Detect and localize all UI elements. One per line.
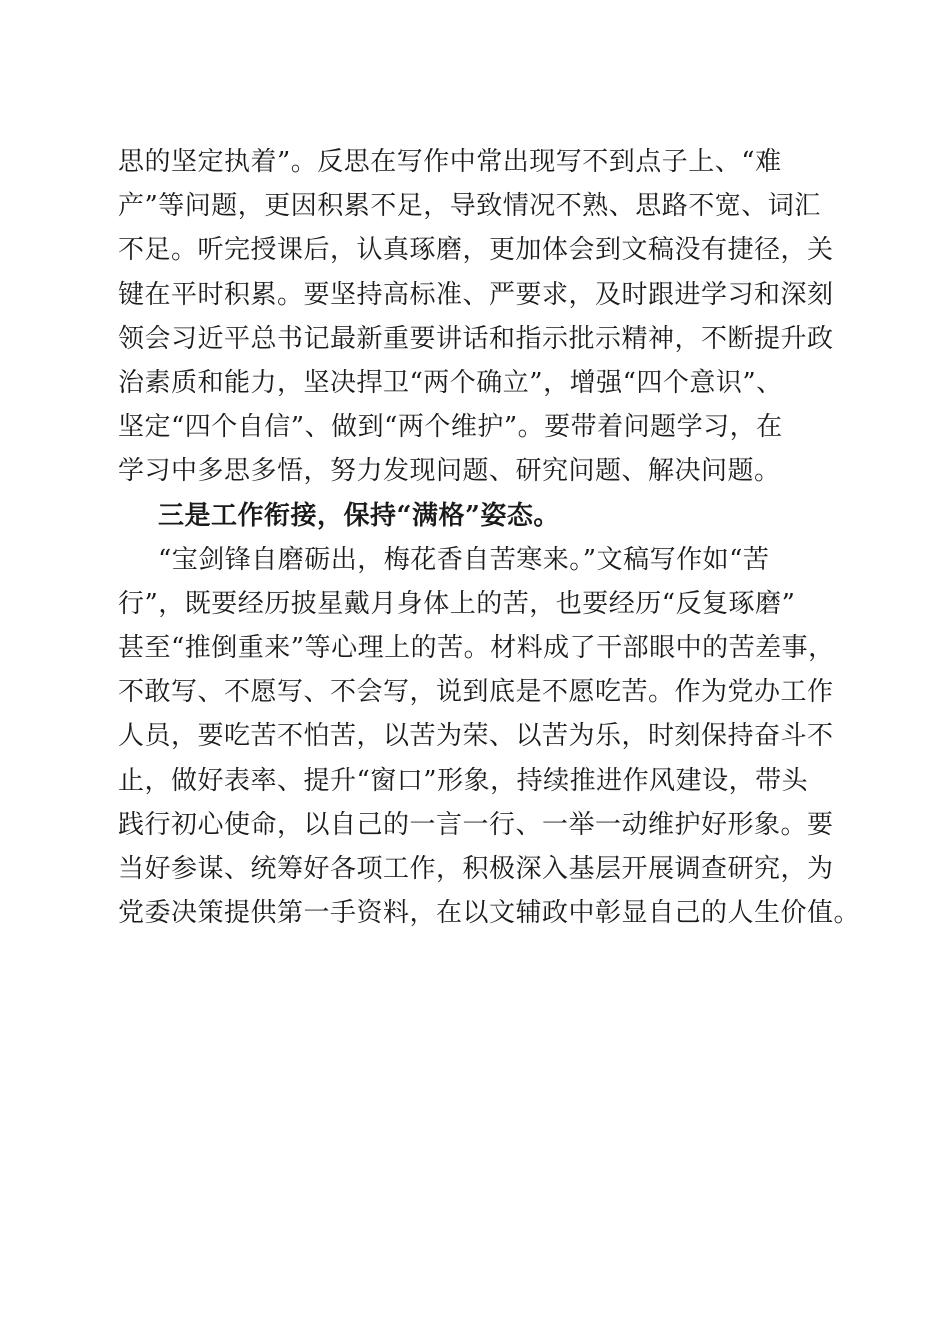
text-line: 党委决策提供第一手资料，在以文辅政中彰显自己的人生价值。 — [118, 898, 861, 929]
text-line: 行”，既要经历披星戴月身体上的苦，也要经历“反复琢磨” — [118, 588, 796, 619]
text-line: 键在平时积累。要坚持高标准、严要求，及时跟进学习和深刻 — [118, 279, 834, 310]
text-line: 践行初心使命，以自己的一言一行、一举一动维护好形象。要 — [118, 809, 834, 840]
text-line: 坚定“四个自信”、做到“两个维护”。要带着问题学习，在 — [118, 412, 783, 443]
document-body — [118, 140, 861, 935]
text-line: 思的坚定执着”。反思在写作中常出现写不到点子上、“难 — [118, 147, 782, 177]
text-line: 领会习近平总书记最新重要讲话和指示批示精神，不断提升政 — [118, 323, 834, 354]
text-line: 治素质和能力，坚决捍卫“两个确立”，增强“四个意识”、 — [118, 367, 783, 398]
text-line: 学习中多思多悟，努力发现问题、研究问题、解决问题。 — [118, 456, 781, 487]
text-line: 止，做好表率、提升“窗口”形象，持续推进作风建设，带头 — [118, 765, 809, 796]
text-line: 甚至“推倒重来”等心理上的苦。材料成了干部眼中的苦差事， — [118, 633, 835, 664]
text-line: 当好参谋、统筹好各项工作，积极深入基层开展调查研究，为 — [118, 854, 834, 884]
text-line: 人员，要吃苦不怕苦，以苦为荣、以苦为乐，时刻保持奋斗不 — [118, 721, 834, 752]
text-line: 产”等问题，更因积累不足，导致情况不熟、思路不宽、词汇 — [118, 191, 821, 222]
text-line: “宝剑锋自磨砺出，梅花香自苦寒来。”文稿写作如“苦 — [158, 544, 770, 575]
text-line: 不足。听完授课后，认真琢磨，更加体会到文稿没有捷径，关 — [118, 235, 834, 266]
section-heading: 三是工作衔接，保持“满格”姿态。 — [158, 500, 560, 531]
text-line: 不敢写、不愿写、不会写，说到底是不愿吃苦。作为党办工作 — [118, 677, 834, 708]
